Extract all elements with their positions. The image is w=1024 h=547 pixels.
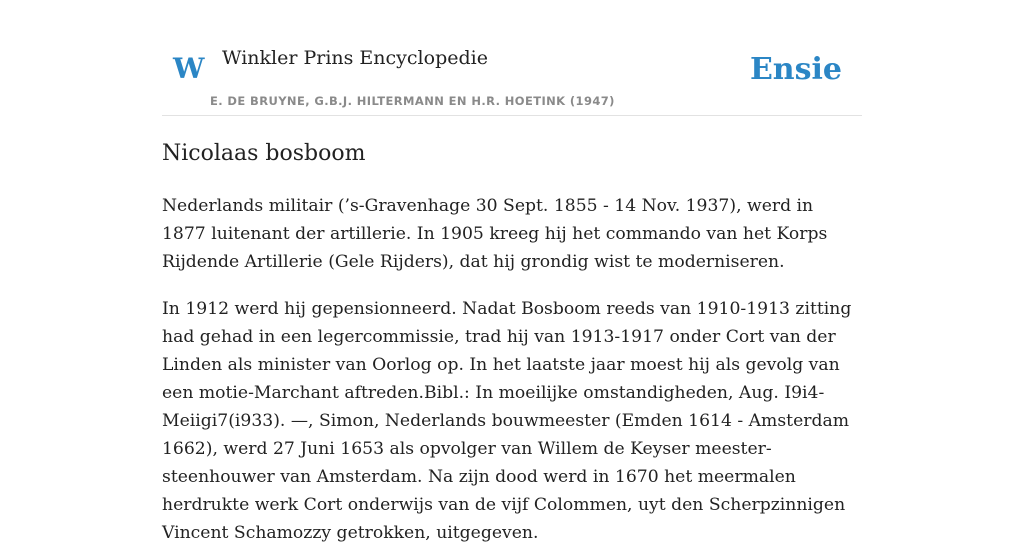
article-title: Nicolaas bosboom [162,141,366,166]
ensie-brand-link[interactable]: Ensie [749,52,842,87]
winkler-prins-logo[interactable]: W [173,52,205,85]
article [162,138,862,547]
encyclopedia-title[interactable]: Winkler Prins Encyclopedie [222,47,488,69]
authors-line: E. DE BRUYNE, G.B.J. HILTERMANN EN H.R. HOETINK (1947) [210,94,615,108]
article-paragraph: In 1912 werd hij gepensionneerd. Nadat Bosboom reeds van 1910-1913 zitting had gehad in een legercommissie, trad hij van 1913-1917 onder Cort van der Linden als minister van Oorlog op. In het laatste jaar moest hij als gevolg van een motie-Marchant aftreden.Bibl.: In moeilijke omstandigheden, Aug. I9i4-Meiigi7(i933). —, Simon, Nederlands bouwmeester (Emden 1614 - Amsterdam 1662), werd 27 Juni 1653 als opvolger van Willem de Keyser meester-steenhouwer van Amsterdam. Na zijn dood werd in 1670 het meermalen herdrukte werk Cort onderwijs van de vijf Colommen, uyt den Scherpzinnigen Vincent Schamozzy getrokken, uitgegeven. [162,299,852,543]
article-paragraph: Nederlands militair (’s-Gravenhage 30 Sept. 1855 - 14 Nov. 1937), werd in 1877 luitenant der artillerie. In 1905 kreeg hij het commando van het Korps Rijdende Artillerie (Gele Rijders), dat hij grondig wist te moderniseren. [162,196,828,272]
site-header [162,40,862,116]
